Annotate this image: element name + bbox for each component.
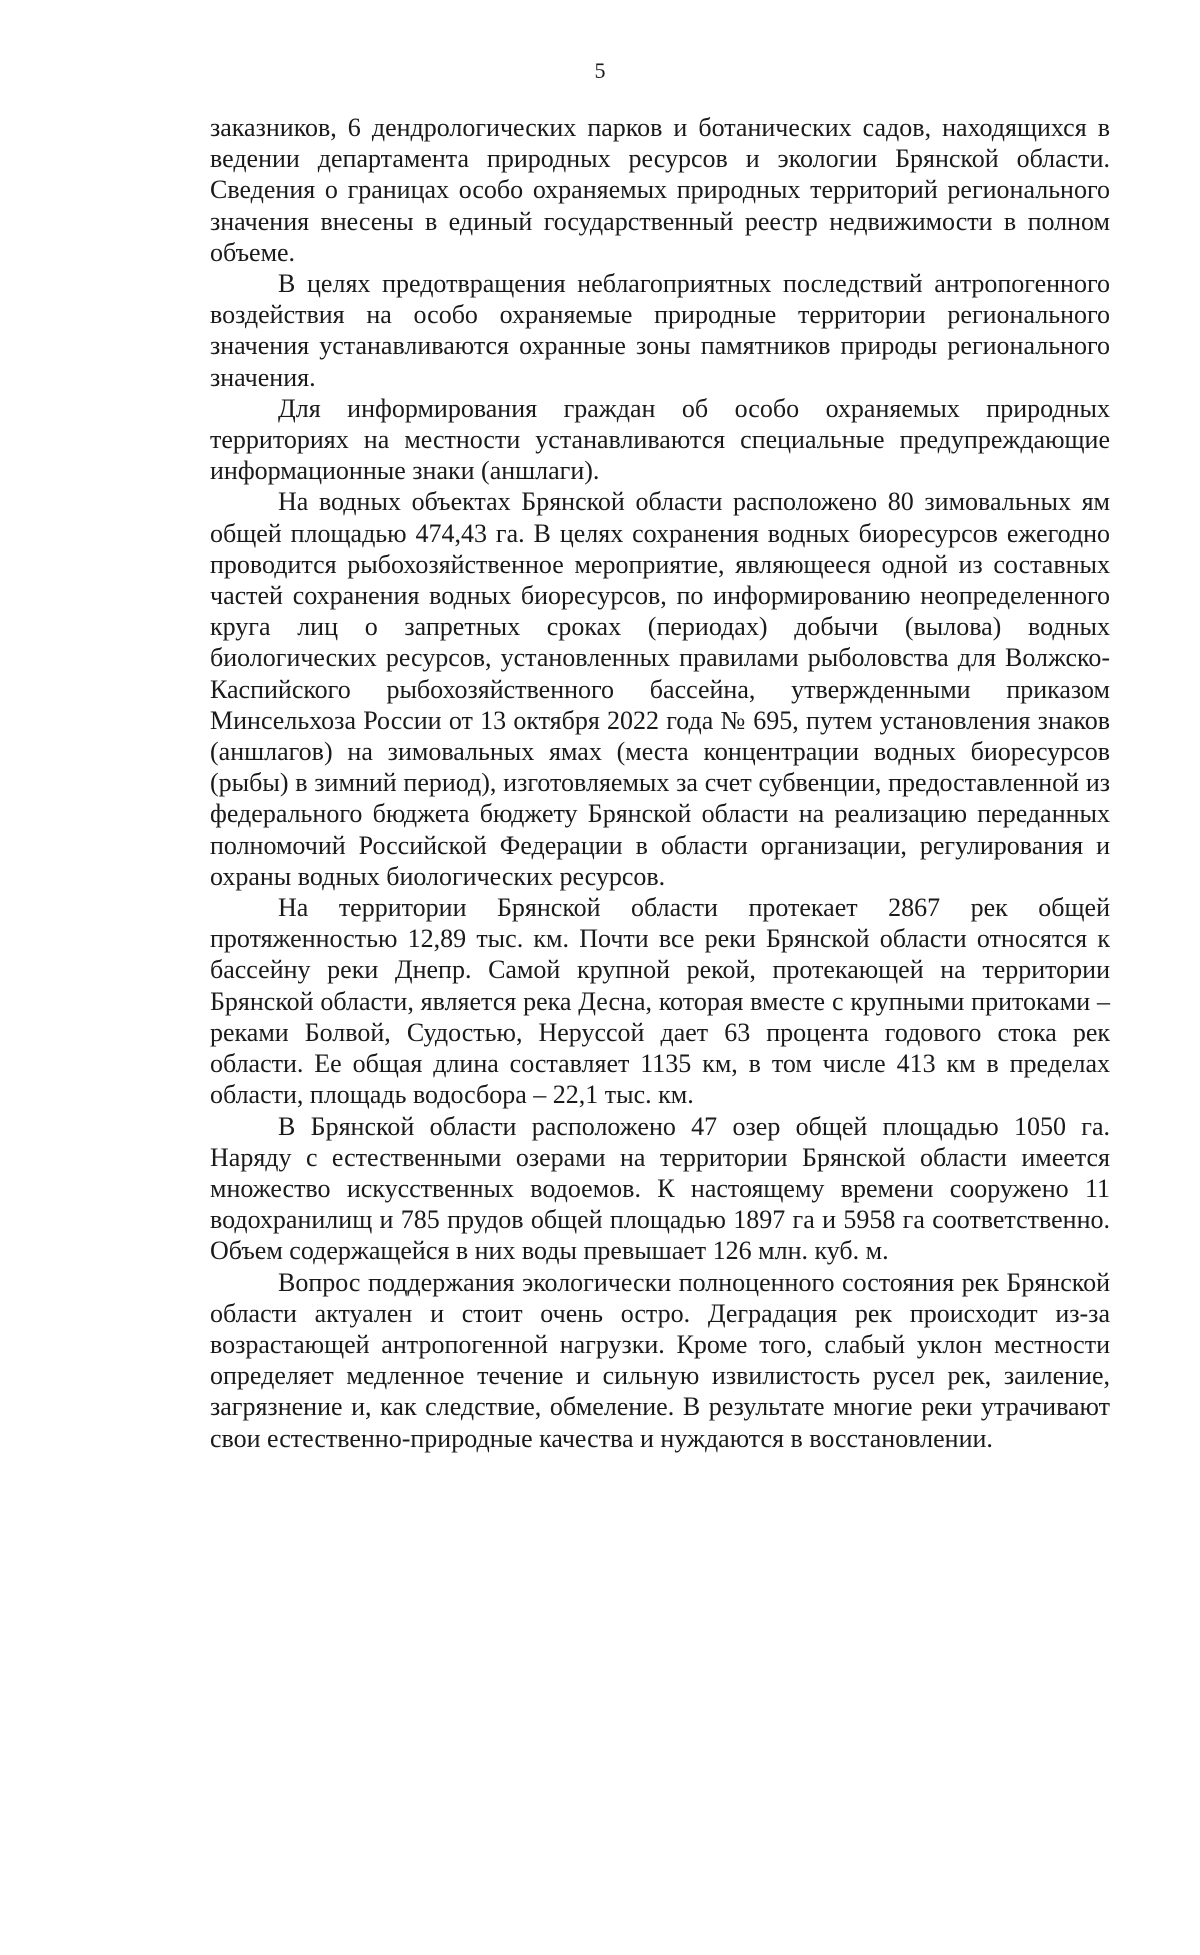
paragraph: На водных объектах Брянской области расположено 80 зимовальных ям общей площадью 474,43 га. В целях сохранения водных биоресурсов ежегодно проводится рыбохозяйственное мероприятие, являющееся одной из составных частей сохранения водных биоресурсов, по информированию неопределенного круга лиц о запретных сроках (периодах) добычи (вылова) водных биологических ресурсов, установленных правилами рыболовства для Волжско-Каспийского рыбохозяйственного бассейна, утвержденными приказом Минсельхоза России от 13 октября 2022 года № 695, путем установления знаков (аншлагов) на зимовальных ямах (места концентрации водных биоресурсов (рыбы) в зимний период), изготовляемых за счет субвенции, предоставленной из федерального бюджета бюджету Брянской области на реализацию переданных полномочий Российской Федерации в области организации, регулирования и охраны водных биологических ресурсов. xyxy=(210,487,1110,891)
paragraph: В целях предотвращения неблагоприятных последствий антропогенного воздействия на особо охраняемые природные территории регионального значения устанавливаются охранные зоны памятников природы регионального значения. xyxy=(210,269,1110,392)
paragraph: Вопрос поддержания экологически полноценного состояния рек Брянской области актуален и стоит очень остро. Деградация рек происходит из-за возрастающей антропогенной нагрузки. Кроме того, слабый уклон местности определяет медленное течение и сильную извилистость русел рек, заиление, загрязнение и, как следствие, обмеление. В результате многие реки утрачивают свои естественно-природные качества и нуждаются в восстановлении. xyxy=(210,1267,1110,1453)
paragraph: В Брянской области расположено 47 озер общей площадью 1050 га. Наряду с естественными озерами на территории Брянской области имеется множество искусственных водоемов. К настоящему времени сооружено 11 водохранилищ и 785 прудов общей площадью 1897 га и 5958 га соответственно. Объем содержащейся в них воды превышает 126 млн. куб. м. xyxy=(210,1111,1110,1266)
body-text xyxy=(210,112,1110,1454)
page-number: 5 xyxy=(594,58,606,83)
paragraph: Для информирования граждан об особо охраняемых природных территориях на местности устанавливаются специальные предупреждающие информационные знаки (аншлаги). xyxy=(210,393,1110,486)
paragraph: заказников, 6 дендрологических парков и ботанических садов, находящихся в ведении департамента природных ресурсов и экологии Брянской области. Сведения о границах особо охраняемых природных территорий регионального значения внесены в единый государственный реестр недвижимости в полном объеме. xyxy=(210,113,1110,267)
paragraph: На территории Брянской области протекает 2867 рек общей протяженностью 12,89 тыс. км. Почти все реки Брянской области относятся к бассейну реки Днепр. Самой крупной рекой, протекающей на территории Брянской области, является река Десна, которая вместе с крупными притоками – реками Болвой, Судостью, Неруссой дает 63 процента годового стока рек области. Ее общая длина составляет 1135 км, в том числе 413 км в пределах области, площадь водосбора – 22,1 тыс. км. xyxy=(210,893,1110,1110)
